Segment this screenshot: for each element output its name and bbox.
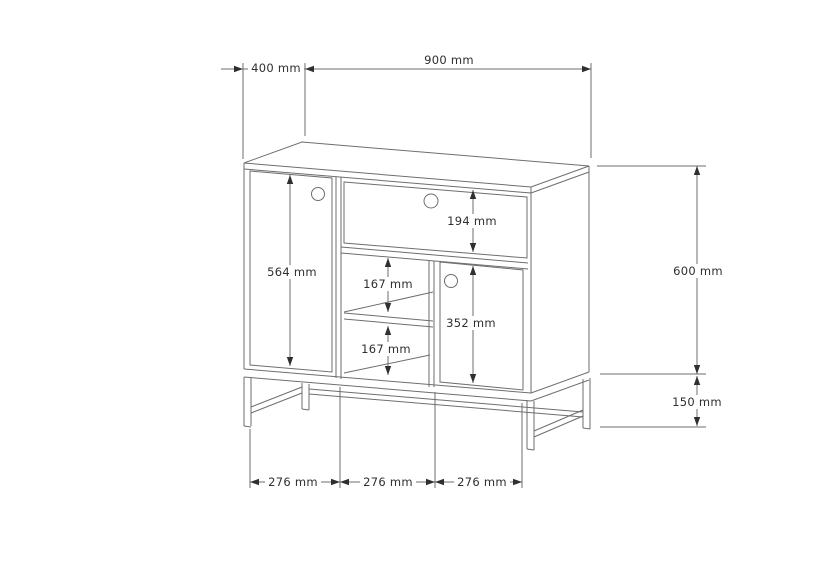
left-door-knob-icon (312, 188, 325, 201)
dim-label-left-section: 276 mm (265, 475, 321, 489)
dim-label-upper-shelf-gap: 167 mm (360, 277, 416, 291)
dim-label-right-door: 352 mm (443, 316, 499, 330)
center-partition (336, 177, 341, 379)
dim-label-body-height: 600 mm (670, 264, 726, 278)
dim-label-drawer: 194 mm (444, 214, 500, 228)
dim-label-width: 900 mm (421, 53, 477, 67)
base-frame (244, 377, 590, 450)
dim-label-right-section: 276 mm (454, 475, 510, 489)
dim-label-lower-shelf-gap: 167 mm (358, 342, 414, 356)
right-door-knob-icon (445, 275, 458, 288)
cabinet-top (244, 142, 589, 193)
dim-label-depth: 400 mm (248, 61, 304, 75)
dim-label-middle-section: 276 mm (360, 475, 416, 489)
dim-label-left-door: 564 mm (264, 265, 320, 279)
right-partition (429, 261, 434, 387)
drawer-knob-icon (424, 194, 438, 208)
dim-label-base-height: 150 mm (669, 395, 725, 409)
